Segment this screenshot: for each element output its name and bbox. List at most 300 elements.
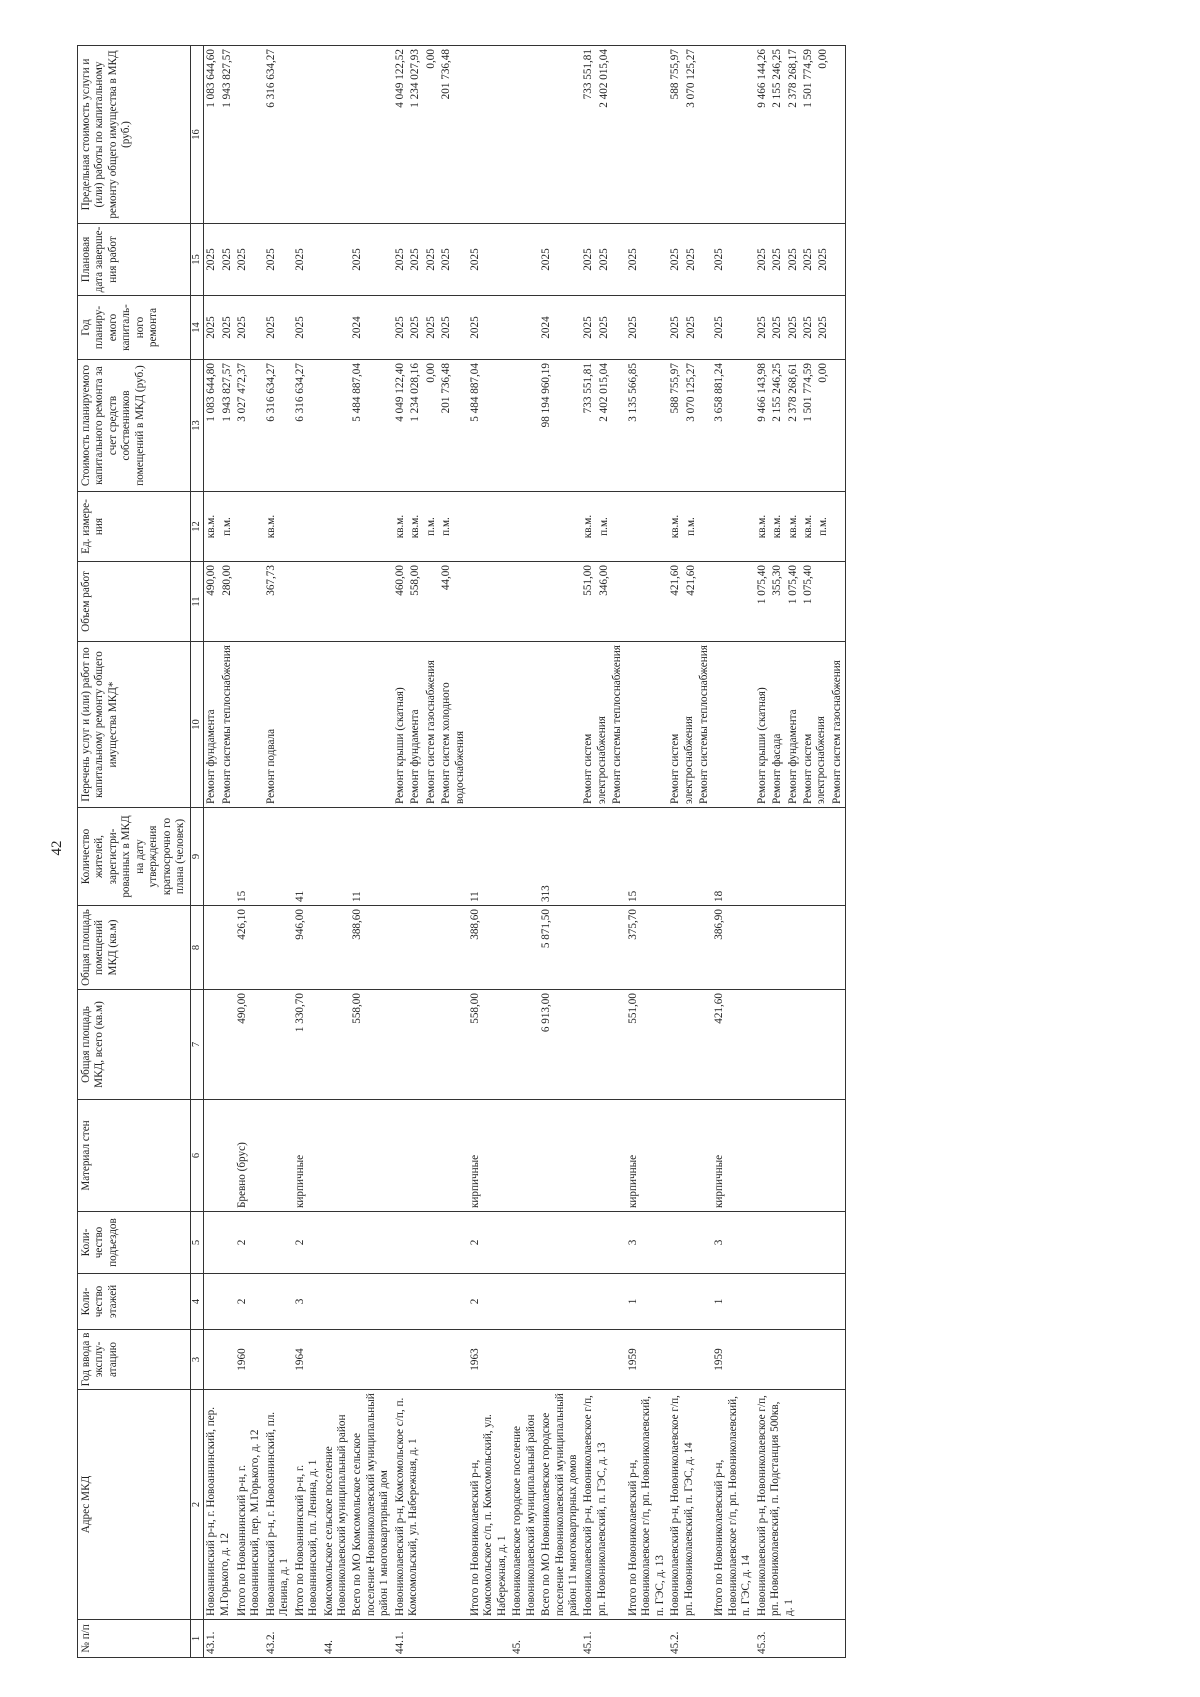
work-cost: 3 658 881,24 [713,363,726,422]
row-commission-year [264,1330,293,1390]
work-unit: кв.м. [409,514,422,539]
column-header-9: Количество жителей, зарегистри-рованных в МКД на дату утверждения краткосрочно го плана (человек) [78,808,191,906]
work-limit-cost: 4 049 122,52 [393,49,406,108]
row-entrances: 3 [712,1212,754,1274]
work-volume-cell [539,562,581,642]
work-end-date-cell [235,224,264,296]
column-number-3: 3 [190,1330,204,1390]
work-volume [817,565,830,638]
table-body [204,46,846,1658]
work-cost-cell [293,360,322,492]
work-volume: 355,30 [771,565,784,596]
work-limit-cost-cell [235,46,264,224]
work-end-date: 2025 [351,248,364,271]
work-cost: 1 083 644,80 [205,363,218,422]
row-commission-year [755,1330,846,1390]
work-cost: 0,00 [424,363,437,383]
row-wall-material [755,1100,846,1212]
work-end-date-cell [393,224,468,296]
work-cost-cell [393,360,468,492]
row-commission-year: 1959 [712,1330,754,1390]
row-residents: 15 [626,808,668,906]
row-commission-year [204,1330,235,1390]
work-end-date: 2025 [582,248,595,271]
work-year-cell [235,296,264,360]
row-commission-year [322,1330,351,1390]
row-premises-area: 426,10 [235,906,264,990]
row-total-area [322,990,351,1100]
row-wall-material [204,1100,235,1212]
work-cost: 9 466 143,98 [755,363,768,422]
work-cost: 3 027 472,37 [235,363,248,422]
work-unit-cell [393,492,468,562]
column-header-3: Год ввода в эксплу-атацию [78,1330,191,1390]
row-address: Новоаннинский р-н, г. Новоаннинский, пл. Ленина, д. 1 [264,1390,293,1620]
row-wall-material [350,1100,392,1212]
table-row [539,46,581,1658]
work-limit-cost: 201 736,48 [440,49,453,100]
work-name: Ремонт систем холодного водоснабжения [440,682,466,804]
work-end-date-cell [468,224,510,296]
row-floors [668,1274,712,1330]
table-row [510,46,539,1658]
work-year: 2025 [409,316,422,339]
column-header-14: Год планиру-емого капиталь-ного ремонта [78,296,191,360]
work-cost-cell [581,360,625,492]
table-row [235,46,264,1658]
work-limit-cost: 1 501 774,59 [802,49,815,108]
row-wall-material: кирпичные [293,1100,322,1212]
column-header-8: Общая площадь помещений МКД (кв.м) [78,906,191,990]
row-wall-material [322,1100,351,1212]
work-volume [294,565,307,638]
work-volume: 558,00 [409,565,422,596]
row-address: Итого по Новониколаевский р-н, Новониколаевское г/п, рп. Новониколаевский, п. ГЭС, д. 13 [626,1390,668,1620]
work-end-date: 2025 [440,248,453,271]
work-cost-cell [322,360,351,492]
column-number-1: 1 [190,1620,204,1658]
row-address: Комсомольское сельское поселение Новониколаевский муниципальный район [322,1390,351,1620]
work-volume-cell [626,562,668,642]
work-end-date: 2025 [540,248,553,271]
work-name: Ремонт фасада [771,733,784,804]
row-number: 45.2. [668,1620,712,1658]
work-unit: п.м. [220,517,233,536]
work-name-cell [539,642,581,808]
column-number-5: 5 [190,1212,204,1274]
work-volume-cell [293,562,322,642]
row-floors [322,1274,351,1330]
work-volume-cell [393,562,468,642]
work-unit: кв.м. [393,514,406,539]
work-volume-cell [468,562,510,642]
row-total-area: 421,60 [712,990,754,1100]
work-volume [540,565,553,638]
table-row [293,46,322,1658]
work-name: Ремонт систем электроснабжения [802,716,828,804]
row-entrances [264,1212,293,1274]
row-residents: 41 [293,808,322,906]
work-end-date-cell [626,224,668,296]
row-wall-material [264,1100,293,1212]
work-unit: кв.м. [755,514,768,539]
work-year: 2025 [293,316,306,339]
row-floors [393,1274,468,1330]
work-end-date-cell [350,224,392,296]
work-cost-cell [235,360,264,492]
work-volume-cell [264,562,293,642]
row-number: 44. [322,1620,351,1658]
row-commission-year [581,1330,625,1390]
work-unit: п.м. [424,517,437,536]
work-name: Ремонт фундамента [409,709,422,804]
work-unit-cell [235,492,264,562]
row-residents: 18 [712,808,754,906]
work-cost: 588 755,97 [669,363,682,414]
work-name: Ремонт фундамента [786,709,799,804]
work-volume: 490,00 [205,565,218,596]
work-limit-cost: 1 234 027,93 [409,49,422,108]
row-total-area: 558,00 [350,990,392,1100]
work-name: Ремонт систем газоснабжения [424,660,437,804]
table-row [468,46,510,1658]
work-unit [351,495,364,558]
row-floors [581,1274,625,1330]
column-header-11: Объем работ [78,562,191,642]
row-number: 45.1. [581,1620,625,1658]
work-unit: п.м. [817,517,830,536]
work-volume: 421,60 [669,565,682,596]
work-volume-cell [204,562,235,642]
table-header [78,46,204,1658]
work-name-cell [322,642,351,808]
work-year-cell [204,296,235,360]
row-entrances [510,1212,539,1274]
work-end-date: 2025 [817,248,830,271]
work-name-cell [293,642,322,808]
row-total-area [668,990,712,1100]
work-end-date-cell [668,224,712,296]
row-residents: 15 [235,808,264,906]
row-commission-year: 1959 [626,1330,668,1390]
work-unit-cell [350,492,392,562]
work-year: 2025 [713,316,726,339]
row-wall-material: кирпичные [712,1100,754,1212]
work-limit-cost-cell [393,46,468,224]
work-cost: 1 234 028,16 [409,363,422,422]
work-volume: 1 075,40 [755,565,768,605]
work-volume-cell [581,562,625,642]
work-name-cell [204,642,235,808]
table-row [204,46,235,1658]
row-entrances [539,1212,581,1274]
work-end-date: 2025 [713,248,726,271]
work-volume-cell [235,562,264,642]
work-limit-cost-cell [468,46,510,224]
work-cost: 1 501 774,59 [802,363,815,422]
row-residents [510,808,539,906]
column-number-7: 7 [190,990,204,1100]
work-limit-cost [294,49,307,220]
work-cost-cell [539,360,581,492]
work-name-cell [264,642,293,808]
row-wall-material [581,1100,625,1212]
row-total-area: 490,00 [235,990,264,1100]
table-row [755,46,846,1658]
capital-repair-plan-table [77,45,846,1658]
work-unit-cell [626,492,668,562]
work-year: 2025 [786,316,799,339]
row-premises-area: 386,90 [712,906,754,990]
work-limit-cost: 9 466 144,26 [755,49,768,108]
work-limit-cost: 588 755,97 [669,49,682,100]
work-unit-cell [755,492,846,562]
work-unit-cell [581,492,625,562]
column-number-10: 10 [190,642,204,808]
work-name-cell [393,642,468,808]
work-cost-cell [264,360,293,492]
work-unit-cell [264,492,293,562]
work-year: 2024 [351,316,364,339]
table-row [668,46,712,1658]
work-volume [236,565,249,638]
work-cost: 3 070 125,27 [684,363,697,422]
table-row [393,46,468,1658]
work-year: 2025 [424,316,437,339]
work-name-cell [235,642,264,808]
row-total-area [264,990,293,1100]
work-limit-cost [540,49,553,220]
work-end-date: 2025 [669,248,682,271]
row-commission-year [350,1330,392,1390]
row-entrances: 2 [293,1212,322,1274]
work-volume: 1 075,40 [786,565,799,605]
row-floors [510,1274,539,1330]
row-entrances [350,1212,392,1274]
work-volume: 1 075,40 [802,565,815,605]
work-cost: 201 736,48 [440,363,453,414]
work-year-cell [350,296,392,360]
work-end-date: 2025 [205,248,218,271]
row-entrances [204,1212,235,1274]
row-premises-area: 5 871,50 [539,906,581,990]
work-unit-cell [322,492,351,562]
work-cost-cell [204,360,235,492]
work-limit-cost-cell [712,46,754,224]
column-header-12: Ед. измере-ния [78,492,191,562]
column-number-13: 13 [190,360,204,492]
work-end-date: 2025 [220,248,233,271]
row-floors [204,1274,235,1330]
row-floors [350,1274,392,1330]
row-residents: 313 [539,808,581,906]
work-name [713,645,726,804]
row-wall-material [510,1100,539,1212]
row-premises-area [204,906,235,990]
work-limit-cost: 2 378 268,17 [786,49,799,108]
row-residents [755,808,846,906]
work-name: Ремонт крыши (скатная) [393,687,406,804]
work-volume [351,565,364,638]
row-wall-material [393,1100,468,1212]
work-volume-cell [510,562,539,642]
row-premises-area: 388,60 [350,906,392,990]
work-end-date-cell [204,224,235,296]
row-number: 45.3. [755,1620,846,1658]
row-commission-year [539,1330,581,1390]
work-limit-cost-cell [322,46,351,224]
row-number [468,1620,510,1658]
row-entrances [393,1212,468,1274]
work-end-date: 2025 [264,248,277,271]
table-row [264,46,293,1658]
row-floors: 1 [626,1274,668,1330]
row-entrances: 2 [468,1212,510,1274]
row-wall-material: кирпичные [468,1100,510,1212]
work-year: 2025 [393,316,406,339]
work-volume: 551,00 [582,565,595,596]
work-year: 2025 [817,316,830,339]
work-unit-cell [712,492,754,562]
row-floors: 2 [235,1274,264,1330]
work-end-date-cell [322,224,351,296]
row-total-area: 1 330,70 [293,990,322,1100]
work-end-date: 2025 [626,248,639,271]
work-end-date: 2025 [424,248,437,271]
work-end-date-cell [510,224,539,296]
work-name-cell [581,642,625,808]
row-number [293,1620,322,1658]
work-volume-cell [322,562,351,642]
work-year: 2025 [684,316,697,339]
row-premises-area: 946,00 [293,906,322,990]
work-year: 2025 [264,316,277,339]
work-cost: 5 484 887,04 [468,363,481,422]
row-premises-area [322,906,351,990]
row-premises-area [668,906,712,990]
row-address: Новониколаевский р-н, Комсомольское с/п, п. Комсомольский, ул. Набережная, д. 1 [393,1390,468,1620]
work-name [294,645,307,804]
work-end-date: 2025 [771,248,784,271]
column-number-14: 14 [190,296,204,360]
work-limit-cost-cell [539,46,581,224]
row-residents [581,808,625,906]
row-premises-area [510,906,539,990]
row-address: Итого по Новоаннинский р-н, г. Новоаннинский, пл. Ленина, д. 1 [293,1390,322,1620]
column-number-6: 6 [190,1100,204,1212]
row-total-area: 558,00 [468,990,510,1100]
work-limit-cost-cell [626,46,668,224]
work-limit-cost-cell [668,46,712,224]
work-volume-cell [755,562,846,642]
work-unit: п.м. [597,517,610,536]
row-number: 44.1. [393,1620,468,1658]
row-number [539,1620,581,1658]
row-address: Итого по Новониколаевский р-н, Новониколаевское г/п, рп. Новониколаевский, п. ГЭС, д. 14 [712,1390,754,1620]
work-name: Ремонт крыши (скатная) [755,687,768,804]
row-address: Итого по Новониколаевский р-н, Комсомольское с/п, п. Комсомольский, ул. Набережная, д. 1 [468,1390,510,1620]
column-number-16: 16 [190,46,204,224]
work-cost: 0,00 [817,363,830,383]
work-cost-cell [468,360,510,492]
work-limit-cost: 1 943 827,57 [220,49,233,108]
row-address: Новониколаевское городское поселение Новониколаевский муниципальный район [510,1390,539,1620]
work-unit [469,495,482,558]
work-year-cell [468,296,510,360]
row-number [350,1620,392,1658]
column-number-12: 12 [190,492,204,562]
work-limit-cost: 2 402 015,04 [597,49,610,108]
table-row [581,46,625,1658]
row-number: 43.1. [204,1620,235,1658]
work-unit [627,495,640,558]
work-unit [540,495,553,558]
row-total-area [393,990,468,1100]
work-year-cell [539,296,581,360]
row-premises-area [581,906,625,990]
row-residents [322,808,351,906]
row-floors [264,1274,293,1330]
column-header-2: Адрес МКД [78,1390,191,1620]
column-number-row [190,46,204,1658]
work-year-cell [322,296,351,360]
work-name: Ремонт фундамента [205,709,218,804]
work-year-cell [626,296,668,360]
work-year-cell [581,296,625,360]
row-wall-material [539,1100,581,1212]
row-commission-year: 1964 [293,1330,322,1390]
row-wall-material [668,1100,712,1212]
work-year: 2025 [468,316,481,339]
column-number-8: 8 [190,906,204,990]
row-total-area: 6 913,00 [539,990,581,1100]
work-end-date: 2025 [802,248,815,271]
row-wall-material: Бревно (брус) [235,1100,264,1212]
work-end-date-cell [755,224,846,296]
work-limit-cost: 0,00 [817,49,830,69]
row-floors: 1 [712,1274,754,1330]
work-cost-cell [755,360,846,492]
work-year-cell [293,296,322,360]
work-limit-cost: 0,00 [424,49,437,69]
work-end-date-cell [712,224,754,296]
work-unit-cell [468,492,510,562]
column-header-5: Коли-чество подъездов [78,1212,191,1274]
work-unit [713,495,726,558]
row-residents [393,808,468,906]
row-residents [204,808,235,906]
work-unit [294,495,307,558]
row-residents: 11 [468,808,510,906]
work-cost: 1 943 827,57 [220,363,233,422]
row-commission-year [393,1330,468,1390]
work-year-cell [712,296,754,360]
row-entrances: 2 [235,1212,264,1274]
work-name-cell [468,642,510,808]
work-volume [469,565,482,638]
work-volume: 421,60 [684,565,697,596]
work-year-cell [668,296,712,360]
work-end-date: 2025 [393,248,406,271]
row-residents [264,808,293,906]
work-year: 2025 [802,316,815,339]
work-name: Ремонт систем газоснабжения [830,660,843,804]
work-year-cell [393,296,468,360]
row-floors: 2 [468,1274,510,1330]
work-limit-cost-cell [293,46,322,224]
work-limit-cost [713,49,726,220]
page-number: 42 [49,840,65,856]
